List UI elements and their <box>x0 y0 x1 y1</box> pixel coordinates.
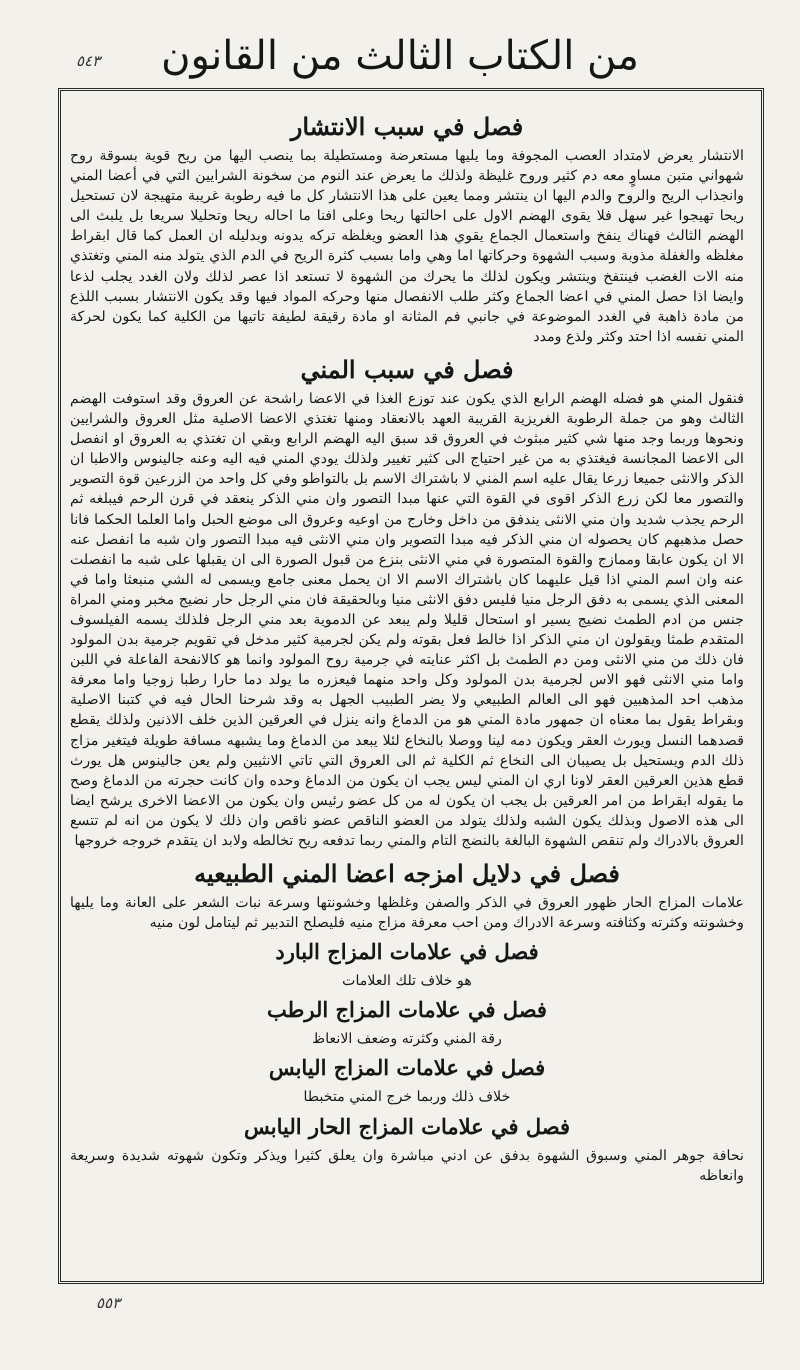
page-number-bottom: ٥٥٣ <box>96 1294 121 1312</box>
section-mani <box>70 355 744 851</box>
body-text <box>70 104 744 1274</box>
section-title: فصل في علامات المزاج الرطب <box>267 997 547 1023</box>
section-text: الانتشار يعرض لامتداد العصب المجوفة وما يليها مستعرضة ومستطيلة بما ينصب اليها من ريح قوية بسوقة روح شهواني متبن مساوٍ معه دم كثير وروح غليظة ولذلك ما يعرض عند النوم من سخونة الشرايين التي في أعضا المني وانجذاب الريح والروح والدم اليها ان ينتشر ومما يعين على هذا الانتشار كل ما فيه رطوبة غريبة متهيجة لان تستحيل ريحا تهيجوا غير سهل فلا يقوى الهضم الاول على احالتها ريحا وعلى افنا ما احاله ريحا وتحليلا سريعا بل يلبث الى الهضم الثالث فهناك ينفخ واستعمال الجماع يقوي هذا العضو ويغلظه تركه يدونه وبدليله ان العمل كما قال ابقراط مغلظه والغفلة مذوبة وسبب الشهوة وحركاتها اما وهي واما بسبب كثرة الريح في الدم الذي يتولد منه المني وتغتذي منه الات الغضب فينتفخ وينتشر ويكون لذلك ما يحرك من الشهوة لا تستعد اذا عصر لذلك ولان الغدد يجلب لذعا وايضا اذا حصل المني في اعضا الجماع وكثر طلب الانفصال منها وحركه المواد فيها وقد يكون الانتشار بسبب اللذع من مادة ذاهبة في الغدد الموضوعة في جانبي فم المثانة او مادة رقيقة لطيفة تاتيها من الكلية كما يكون لحركة المني نفسه اذا احتد وكثر ولذع ومدد <box>70 148 744 345</box>
section-yabis <box>70 1053 744 1107</box>
section-text: نحافة جوهر المني وسبوق الشهوة بدفق عن ادني مباشرة وان يعلق كثيرا ويذكر وتكون شهوته شديدة وسريعة وانعاظه <box>70 1147 744 1184</box>
section-title: فصل في دلايل امزجه اعضا المني الطبيعيه <box>194 859 620 889</box>
section-intishar <box>70 112 744 347</box>
page-number-top: ٥٤٣ <box>76 52 101 70</box>
section-title: فصل في سبب المني <box>300 354 514 384</box>
section-har-yabis <box>70 1112 744 1186</box>
section-text: رقة المني وكثرته وضعف الانعاظ <box>312 1031 502 1048</box>
section-text: علامات المزاج الحار ظهور العروق في الذكر والصفن وغلظها وخشونتها وسرعة نبات الشعر على العانة وما يليها وخشونته وكثرته وكثافته وسرعة الادراك ومن احب معرفة مزاج منيه فليصلح التدبير ثم ليتامل لون منيه <box>70 895 744 932</box>
section-title: فصل في علامات المزاج اليابس <box>268 1055 546 1081</box>
section-dalayil <box>70 859 744 933</box>
section-barid <box>70 937 744 991</box>
section-text: خلاف ذلك وربما خرج المني متخبطا <box>303 1089 511 1106</box>
section-text: هو خلاف تلك العلامات <box>342 973 472 990</box>
running-head: من الكتاب الثالث من القانون <box>161 33 639 79</box>
section-ratb <box>70 995 744 1049</box>
section-title: فصل في علامات المزاج البارد <box>275 939 539 965</box>
section-text: فنقول المني هو فضله الهضم الرابع الذي يكون عند توزع الغذا في الاعضا راشحة عن العروق وقد استوفت الهضم الثالث وهو من جملة الرطوبة الغريزية القريبة العهد بالانعقاد ومنها تغتذي الاعضا الاصلية مثل العروق والشرايين ونحوها وربما وجد منها شي كثير مبثوث في العروق قد سبق اليه الهضم الرابع وبقي ان تغتذي به العروق او انفصل الى الاعضا المجانسة فيغتذي به من غير احتياج الى كثير تغيير ولذلك يودي المني فيه اليه وعنه جالينوس والاطبا ان الذكر والانثى جميعا زرعا يقال عليه اسم المني لا باشتراك الاسم بل بالتواطو وفي كل واحد من الزرعين قوة التصوير والتصور معا لكن زرع الذكر اقوى في القوة التي عنها مبدا التصور وان مني الذكر ينعقد في قرن الرحم فيبلغه ثم الرحم يجذب شديد وان مني الانثى يندفق من داخل وخارج من اوعيه وعروق الى موضع الحبل واما العلما الحكما فانا حصل مذهبهم كان يحصوله ان مني الذكر فيه مبدا التصوير وان مني الانثى فيه مبدا التصور وان شبه ما انفصل عنه الا ان يكون عابقا وممازج والقوة المتصورة في مني الانثى بنزع من قبول الصورة الى ان يقبلها على شبه ما انفصلت عنه وان اسم المني اذا قيل عليهما كان باشتراك الاسم الا ان يحمل معنى جامع ويسمى له الشي منبعثا واما في المعنى الذي يسمى به دفق الرجل منيا فليس دفق الانثى منيا وبالحقيقة فان مني الرجل حار نضيج مخبر ومني المراة جنس من ادم الطمث نضيج يسير او استحال قليلا ولم يبعد عن الدموية بعد مني الرجل فلذلك يسمه الفيلسوف المتقدم طمثا ويقولون ان مني الذكر اذا خالط فعل بقوته ولم يكن لجرمية كثير مدخل في تقويم جرمية بدن المولود فان ذلك من مني الانثى ومن دم الطمث بل اكثر عنايته في جرمية روح المولود وانما هو كالانفحة الفاعلة في اللبن واما مني الانثى فهو الاس لجرمية بدن المولود وكل واحد منهما فيعزره ما يولد دما حارا رطبا زوجيا واما معرفة مذهب احد المذهبين فهو الى العالم الطبيعي ولا يضر الطبيب الجهل به وقد شرحنا الحال فيه في كتبنا الاصلية وبقراط يقول بما معناه ان جمهور مادة المني هو من الدماغ وانه ينزل في العرقين الذين خلف الاذنين ولذلك يقطع قصدهما النسل ويورث العقر ويكون دمه لينا ووصلا بالنخاع لئلا يبعد من الدماغ وما يشبهه مسافة طويلة فيتغير مزاج ذلك الدم ويستحيل بل يصيبان الى النخاع ثم الكلية ثم الى العروق التي تاتي الانثيين ولم يعن جالينوس هل يورث قطع هذين العرقين العقر لاونا اري ان المني ليس يجب ان يكون من الدماغ وحده وان كانت حجرته من الدماغ وصح ما يقوله ابقراط من امر العرقين بل يجب ان يكون له من كل عضو رئيس وان يكون من الاعضا الاخرى يرشح ايضا الى هذه الاصول وبذلك يكون الشبه ولذلك يتولد من العضو الناقص عضو ناقص وان ذلك لا يكون من انه لم تتسع العروق بالادراك ولم تنقص الشهوة البالغة بالنضج التام والمني ربما تدفعه ريح تخالطه ولابد ان يتقدم خروجه خروجها <box>70 390 744 849</box>
section-title: فصل في سبب الانتشار <box>290 112 524 141</box>
section-title: فصل في علامات المزاج الحار اليابس <box>244 1113 570 1139</box>
